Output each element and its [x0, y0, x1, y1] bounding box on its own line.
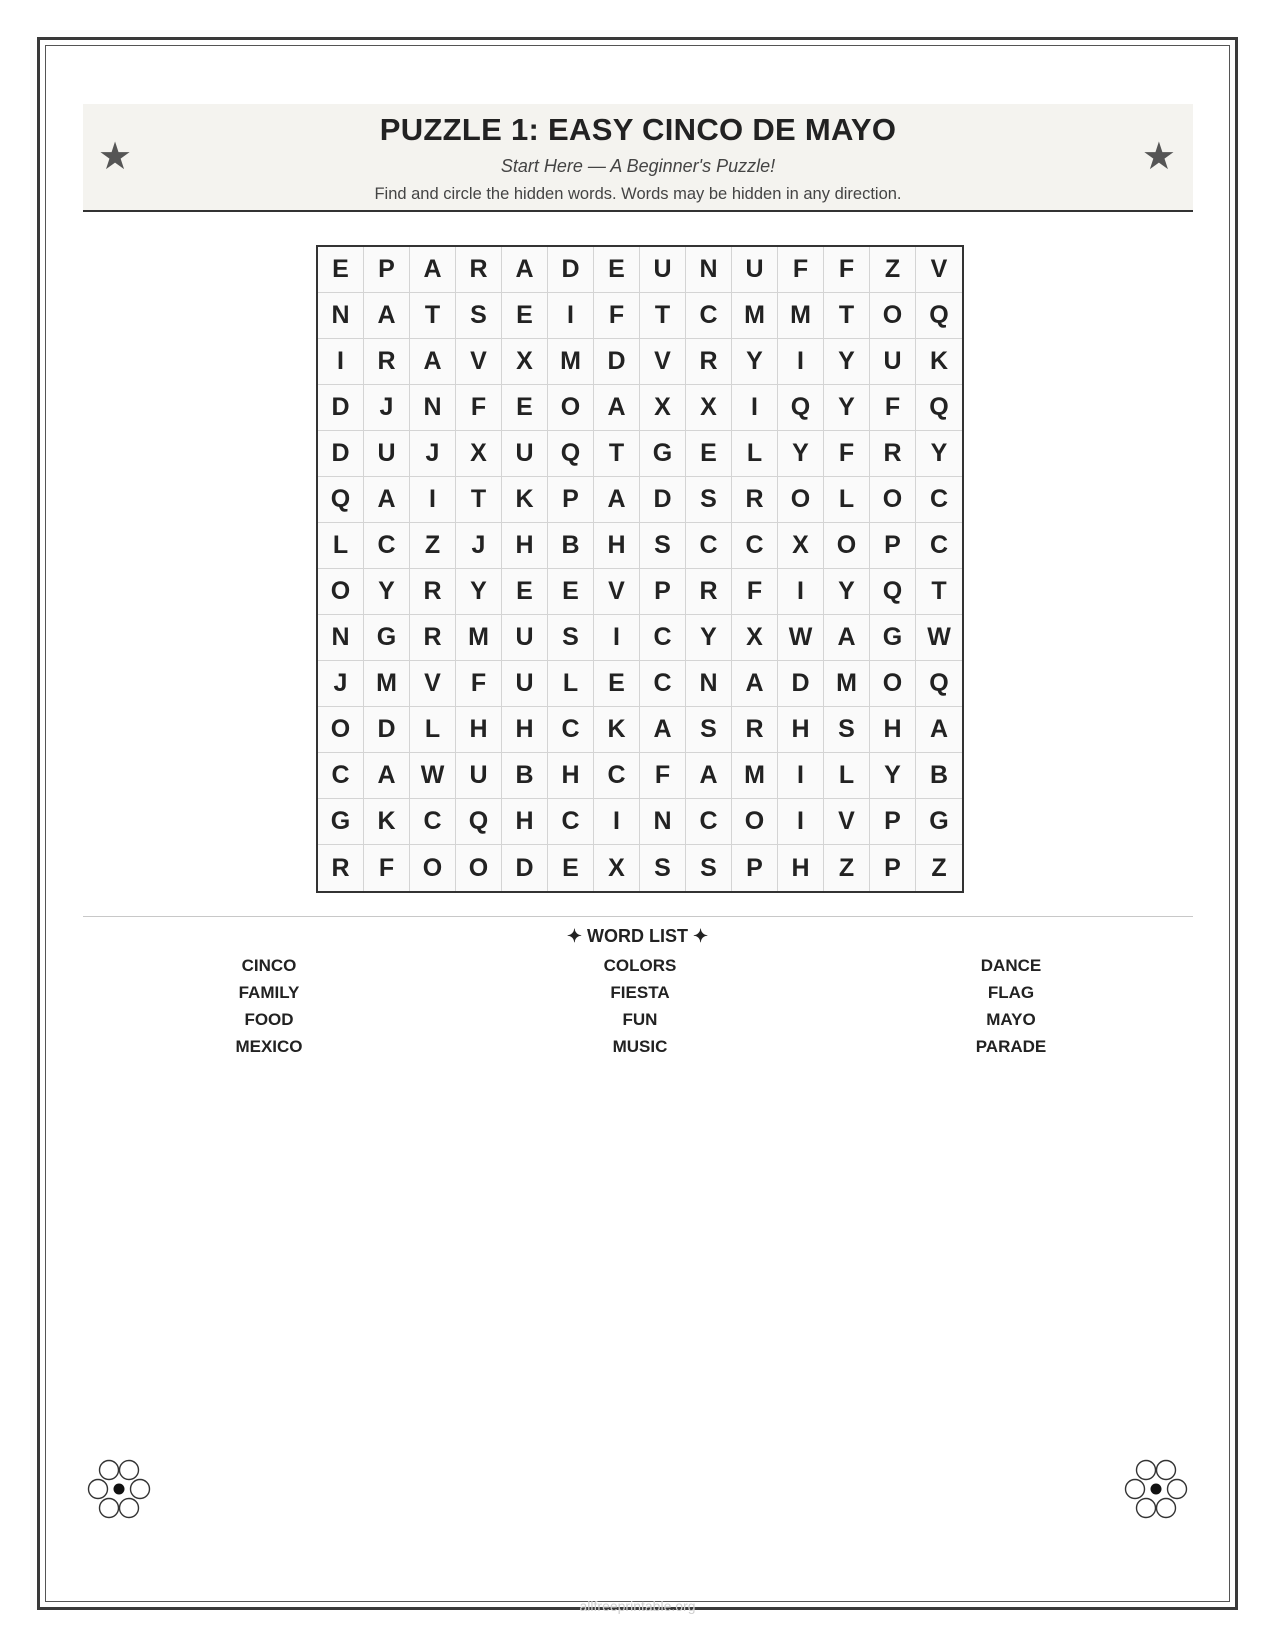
grid-cell[interactable]: U: [732, 247, 778, 293]
grid-cell[interactable]: O: [870, 661, 916, 707]
grid-cell[interactable]: F: [640, 753, 686, 799]
grid-cell[interactable]: T: [916, 569, 962, 615]
grid-cell[interactable]: M: [778, 293, 824, 339]
grid-cell[interactable]: T: [824, 293, 870, 339]
grid-cell[interactable]: K: [916, 339, 962, 385]
grid-cell[interactable]: L: [410, 707, 456, 753]
grid-cell[interactable]: Q: [916, 385, 962, 431]
grid-cell[interactable]: X: [686, 385, 732, 431]
grid-cell[interactable]: T: [410, 293, 456, 339]
grid-cell[interactable]: C: [594, 753, 640, 799]
grid-cell[interactable]: F: [778, 247, 824, 293]
grid-cell[interactable]: B: [916, 753, 962, 799]
star-icon: ★: [1141, 136, 1176, 178]
grid-cell[interactable]: U: [456, 753, 502, 799]
grid-cell[interactable]: A: [686, 753, 732, 799]
word-list-item: MEXICO: [235, 1037, 303, 1056]
grid-cell[interactable]: F: [824, 431, 870, 477]
grid-cell[interactable]: H: [456, 707, 502, 753]
grid-cell[interactable]: V: [594, 569, 640, 615]
grid-cell[interactable]: Y: [456, 569, 502, 615]
grid-cell[interactable]: D: [640, 477, 686, 523]
grid-cell[interactable]: N: [686, 247, 732, 293]
grid-cell[interactable]: P: [870, 845, 916, 891]
grid-cell[interactable]: F: [824, 247, 870, 293]
grid-cell[interactable]: R: [364, 339, 410, 385]
grid-cell[interactable]: E: [548, 845, 594, 891]
grid-cell[interactable]: N: [410, 385, 456, 431]
grid-cell[interactable]: C: [686, 523, 732, 569]
grid-cell[interactable]: O: [778, 477, 824, 523]
grid-cell[interactable]: Y: [732, 339, 778, 385]
grid-cell[interactable]: J: [364, 385, 410, 431]
page-title: PUZZLE 1: EASY CINCO DE MAYO: [379, 112, 897, 147]
grid-cell[interactable]: L: [824, 753, 870, 799]
grid-cell[interactable]: Y: [824, 385, 870, 431]
grid-cell[interactable]: R: [456, 247, 502, 293]
grid-cell[interactable]: E: [594, 661, 640, 707]
grid-cell[interactable]: D: [318, 431, 364, 477]
grid-cell[interactable]: P: [364, 247, 410, 293]
grid-cell[interactable]: U: [502, 615, 548, 661]
word-list-item: PARADE: [975, 1037, 1047, 1056]
word-list-item: FOOD: [244, 1010, 294, 1029]
grid-cell[interactable]: C: [410, 799, 456, 845]
grid-cell[interactable]: Q: [548, 431, 594, 477]
grid-cell[interactable]: G: [870, 615, 916, 661]
grid-cell[interactable]: G: [364, 615, 410, 661]
grid-cell[interactable]: A: [502, 247, 548, 293]
grid-cell[interactable]: S: [686, 845, 732, 891]
grid-cell[interactable]: H: [502, 523, 548, 569]
word-list-item: FLAG: [987, 983, 1035, 1002]
word-list-item: FIESTA: [610, 983, 670, 1002]
grid-cell[interactable]: I: [594, 799, 640, 845]
grid-cell[interactable]: M: [456, 615, 502, 661]
grid-cell[interactable]: M: [548, 339, 594, 385]
grid-cell[interactable]: V: [410, 661, 456, 707]
grid-cell[interactable]: Z: [916, 845, 962, 891]
grid-cell[interactable]: C: [916, 523, 962, 569]
grid-cell[interactable]: D: [364, 707, 410, 753]
grid-cell[interactable]: M: [824, 661, 870, 707]
grid-cell[interactable]: V: [916, 247, 962, 293]
grid-cell[interactable]: X: [502, 339, 548, 385]
grid-cell[interactable]: R: [410, 615, 456, 661]
grid-cell[interactable]: X: [594, 845, 640, 891]
grid-cell[interactable]: O: [824, 523, 870, 569]
grid-cell[interactable]: H: [548, 753, 594, 799]
grid-cell[interactable]: K: [594, 707, 640, 753]
grid-cell[interactable]: A: [410, 247, 456, 293]
grid-cell[interactable]: I: [778, 753, 824, 799]
grid-cell[interactable]: F: [594, 293, 640, 339]
grid-cell[interactable]: U: [364, 431, 410, 477]
grid-cell[interactable]: M: [732, 293, 778, 339]
grid-cell[interactable]: X: [732, 615, 778, 661]
grid-cell[interactable]: E: [686, 431, 732, 477]
grid-cell[interactable]: A: [824, 615, 870, 661]
grid-cell[interactable]: Y: [824, 569, 870, 615]
grid-cell[interactable]: A: [364, 753, 410, 799]
grid-cell[interactable]: D: [502, 845, 548, 891]
grid-cell[interactable]: Y: [824, 339, 870, 385]
grid-cell[interactable]: O: [318, 707, 364, 753]
grid-cell[interactable]: Q: [916, 661, 962, 707]
grid-cell[interactable]: B: [548, 523, 594, 569]
grid-cell[interactable]: S: [456, 293, 502, 339]
grid-cell[interactable]: L: [318, 523, 364, 569]
grid-cell[interactable]: H: [594, 523, 640, 569]
grid-cell[interactable]: S: [640, 845, 686, 891]
grid-cell[interactable]: A: [594, 385, 640, 431]
section-divider: [83, 916, 1193, 917]
grid-cell[interactable]: C: [686, 799, 732, 845]
grid-cell[interactable]: U: [870, 339, 916, 385]
grid-cell[interactable]: P: [548, 477, 594, 523]
word-list-item: MUSIC: [612, 1037, 668, 1056]
page-subtitle: Start Here — A Beginner's Puzzle!: [500, 156, 776, 176]
grid-cell[interactable]: S: [548, 615, 594, 661]
grid-cell[interactable]: E: [318, 247, 364, 293]
grid-cell[interactable]: O: [318, 569, 364, 615]
grid-cell[interactable]: F: [732, 569, 778, 615]
grid-cell[interactable]: U: [502, 661, 548, 707]
grid-cell[interactable]: I: [778, 339, 824, 385]
grid-cell[interactable]: A: [916, 707, 962, 753]
grid-cell[interactable]: I: [778, 799, 824, 845]
grid-cell[interactable]: F: [364, 845, 410, 891]
grid-cell[interactable]: O: [870, 477, 916, 523]
grid-cell[interactable]: C: [916, 477, 962, 523]
grid-cell[interactable]: C: [686, 293, 732, 339]
grid-cell[interactable]: S: [640, 523, 686, 569]
grid-cell[interactable]: H: [502, 707, 548, 753]
grid-cell[interactable]: C: [318, 753, 364, 799]
grid-cell[interactable]: Z: [410, 523, 456, 569]
grid-cell[interactable]: U: [502, 431, 548, 477]
grid-cell[interactable]: D: [318, 385, 364, 431]
grid-cell[interactable]: Q: [318, 477, 364, 523]
grid-cell[interactable]: E: [502, 293, 548, 339]
grid-cell[interactable]: I: [410, 477, 456, 523]
grid-cell[interactable]: F: [870, 385, 916, 431]
grid-cell[interactable]: U: [640, 247, 686, 293]
grid-cell[interactable]: A: [640, 707, 686, 753]
grid-cell[interactable]: A: [364, 293, 410, 339]
word-list-item: MAYO: [986, 1010, 1036, 1029]
grid-cell[interactable]: F: [456, 661, 502, 707]
grid-cell[interactable]: O: [870, 293, 916, 339]
grid-cell[interactable]: T: [594, 431, 640, 477]
grid-cell[interactable]: S: [686, 707, 732, 753]
grid-cell[interactable]: Y: [686, 615, 732, 661]
grid-cell[interactable]: D: [548, 247, 594, 293]
grid-cell[interactable]: N: [318, 615, 364, 661]
grid-cell[interactable]: Y: [916, 431, 962, 477]
grid-cell[interactable]: A: [364, 477, 410, 523]
grid-cell[interactable]: S: [824, 707, 870, 753]
grid-cell[interactable]: A: [594, 477, 640, 523]
grid-cell[interactable]: V: [456, 339, 502, 385]
grid-cell[interactable]: R: [732, 477, 778, 523]
word-list-title: ✦ WORD LIST ✦: [566, 926, 709, 946]
grid-cell[interactable]: F: [456, 385, 502, 431]
grid-cell[interactable]: O: [732, 799, 778, 845]
grid-cell[interactable]: P: [732, 845, 778, 891]
flower-icon: [1123, 1457, 1189, 1523]
star-icon: ★: [98, 136, 133, 178]
grid-cell[interactable]: L: [824, 477, 870, 523]
grid-cell[interactable]: I: [778, 569, 824, 615]
grid-cell[interactable]: M: [732, 753, 778, 799]
grid-cell[interactable]: D: [778, 661, 824, 707]
grid-cell[interactable]: I: [548, 293, 594, 339]
grid-cell[interactable]: O: [410, 845, 456, 891]
puzzle-header: [83, 104, 1193, 212]
grid-cell[interactable]: G: [640, 431, 686, 477]
grid-cell[interactable]: Y: [778, 431, 824, 477]
grid-cell[interactable]: I: [594, 615, 640, 661]
grid-cell[interactable]: Y: [870, 753, 916, 799]
grid-cell[interactable]: J: [456, 523, 502, 569]
footer-watermark: allfreeprintable.org: [579, 1598, 696, 1614]
flower-icon: [86, 1457, 152, 1523]
grid-cell[interactable]: O: [456, 845, 502, 891]
grid-cell[interactable]: R: [686, 339, 732, 385]
grid-cell[interactable]: R: [686, 569, 732, 615]
grid-cell[interactable]: J: [318, 661, 364, 707]
grid-cell[interactable]: C: [364, 523, 410, 569]
grid-cell[interactable]: S: [686, 477, 732, 523]
grid-cell[interactable]: C: [548, 707, 594, 753]
grid-cell[interactable]: L: [732, 431, 778, 477]
grid-cell[interactable]: R: [318, 845, 364, 891]
grid-cell[interactable]: M: [364, 661, 410, 707]
grid-cell[interactable]: T: [456, 477, 502, 523]
grid-cell[interactable]: C: [640, 615, 686, 661]
grid-cell[interactable]: A: [732, 661, 778, 707]
grid-cell[interactable]: E: [502, 385, 548, 431]
grid-cell[interactable]: E: [548, 569, 594, 615]
word-list-item: DANCE: [980, 956, 1042, 975]
grid-cell[interactable]: E: [502, 569, 548, 615]
instructions-text: Find and circle the hidden words. Words may be hidden in any direction.: [374, 185, 902, 203]
grid-cell[interactable]: X: [640, 385, 686, 431]
grid-cell[interactable]: X: [778, 523, 824, 569]
grid-cell[interactable]: A: [410, 339, 456, 385]
grid-cell[interactable]: G: [318, 799, 364, 845]
grid-cell[interactable]: N: [686, 661, 732, 707]
grid-cell[interactable]: N: [640, 799, 686, 845]
grid-cell[interactable]: R: [732, 707, 778, 753]
grid-cell[interactable]: L: [548, 661, 594, 707]
grid-cell[interactable]: R: [870, 431, 916, 477]
grid-cell[interactable]: T: [640, 293, 686, 339]
grid-cell[interactable]: W: [410, 753, 456, 799]
grid-cell[interactable]: H: [778, 707, 824, 753]
grid-cell[interactable]: C: [548, 799, 594, 845]
word-list-item: FUN: [622, 1010, 658, 1029]
grid-cell[interactable]: P: [870, 799, 916, 845]
grid-cell[interactable]: X: [456, 431, 502, 477]
word-list-item: COLORS: [603, 956, 677, 975]
word-list-item: CINCO: [241, 956, 297, 975]
grid-cell[interactable]: Z: [870, 247, 916, 293]
grid-cell[interactable]: O: [548, 385, 594, 431]
grid-cell[interactable]: D: [594, 339, 640, 385]
word-search-grid[interactable]: [316, 245, 964, 893]
grid-cell[interactable]: Z: [824, 845, 870, 891]
grid-cell[interactable]: E: [594, 247, 640, 293]
grid-cell[interactable]: R: [410, 569, 456, 615]
grid-cell[interactable]: H: [778, 845, 824, 891]
grid-cell[interactable]: C: [640, 661, 686, 707]
grid-cell[interactable]: N: [318, 293, 364, 339]
grid-cell[interactable]: Q: [456, 799, 502, 845]
grid-cell[interactable]: H: [502, 799, 548, 845]
grid-cell[interactable]: Q: [870, 569, 916, 615]
grid-cell[interactable]: B: [502, 753, 548, 799]
grid-cell[interactable]: P: [640, 569, 686, 615]
grid-cell[interactable]: V: [640, 339, 686, 385]
grid-cell[interactable]: I: [318, 339, 364, 385]
grid-cell[interactable]: Q: [916, 293, 962, 339]
grid-cell[interactable]: Q: [778, 385, 824, 431]
grid-cell[interactable]: P: [870, 523, 916, 569]
grid-cell[interactable]: W: [916, 615, 962, 661]
grid-cell[interactable]: J: [410, 431, 456, 477]
grid-cell[interactable]: Y: [364, 569, 410, 615]
grid-cell[interactable]: G: [916, 799, 962, 845]
grid-cell[interactable]: W: [778, 615, 824, 661]
grid-cell[interactable]: C: [732, 523, 778, 569]
grid-cell[interactable]: V: [824, 799, 870, 845]
grid-cell[interactable]: H: [870, 707, 916, 753]
grid-cell[interactable]: K: [364, 799, 410, 845]
grid-cell[interactable]: I: [732, 385, 778, 431]
word-list-item: FAMILY: [238, 983, 300, 1002]
grid-cell[interactable]: K: [502, 477, 548, 523]
